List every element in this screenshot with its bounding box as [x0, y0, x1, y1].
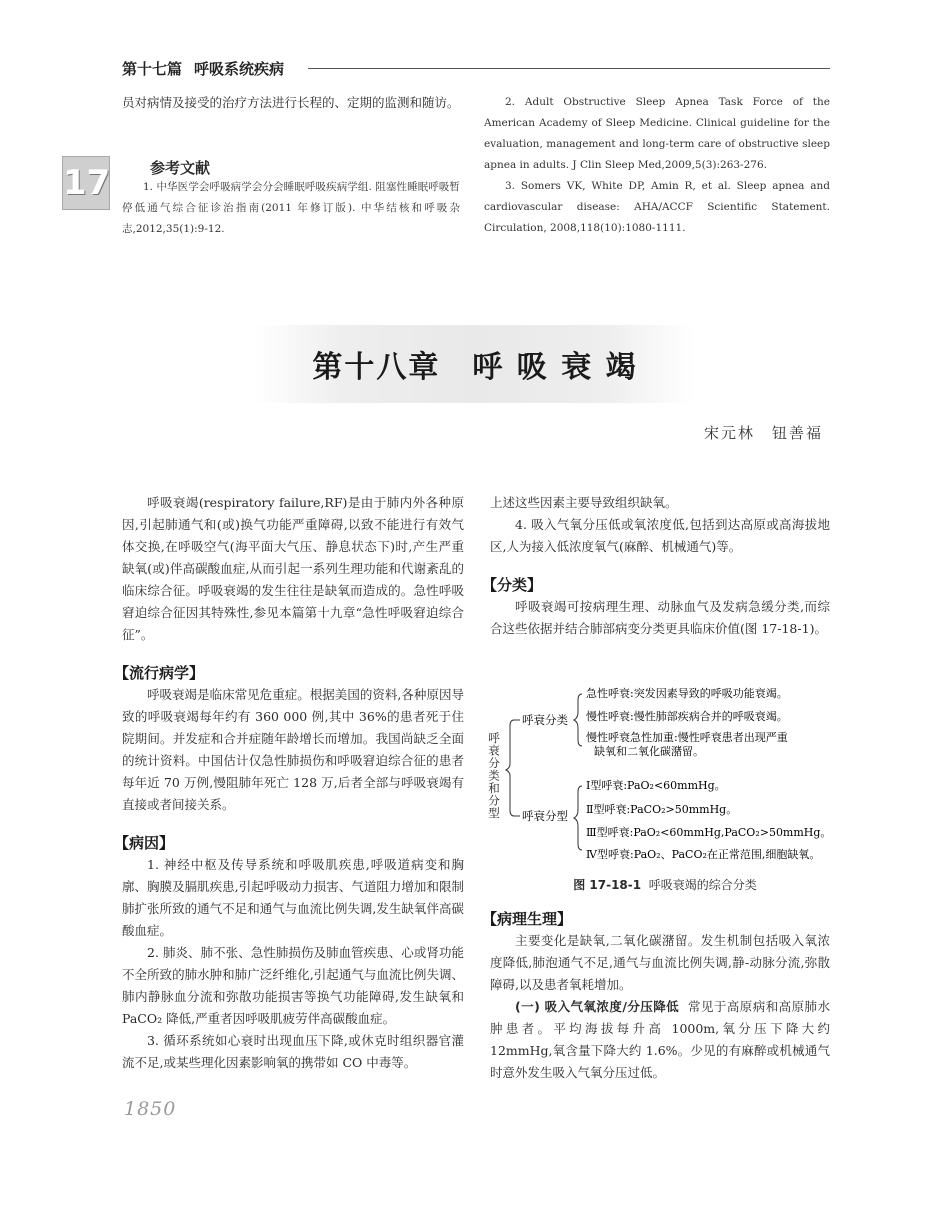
caption-text: 呼吸衰竭的综合分类 [648, 878, 757, 892]
running-header [122, 58, 284, 79]
etiology-item: 2. 肺炎、肺不张、急性肺损伤及肺血管疾患、心或肾功能不全所致的肺水肿和肺广泛纤维化,引起通气与血流比例失调、肺内静脉血分流和弥散功能损害等换气功能障碍,发生缺氧和 PaCO₂ 降低,严重者因呼吸肌疲劳伴高碳酸血症。 [122, 945, 464, 1026]
continued-text: 上述这些因素主要导致组织缺氧。 [490, 495, 678, 510]
figure-caption [500, 876, 830, 893]
header-part: 第十七篇 [122, 60, 183, 78]
references-heading: 参考文献 [150, 159, 211, 177]
diagram-branch-label: 呼衰分类 [522, 713, 568, 727]
classification-heading: 【分类】 [482, 576, 543, 594]
page-number: 1850 [124, 1098, 177, 1120]
subsection-text: 常见于高原病和高原肺水肿患者。平均海拔每升高 1000m,氧分压下降大约 12mmHg,氧含量下降大约 1.6%。少见的有麻醉或机械通气时意外发生吸入气氧分压过低。 [490, 999, 830, 1080]
subsection-title: (一) 吸入气氧浓度/分压降低 [515, 999, 680, 1014]
subsection-paragraph [490, 996, 830, 1084]
diagram-leaf: Ⅳ型呼衰:PaO₂、PaCO₂在正常范围,细胞缺氧。 [586, 848, 821, 861]
classification-paragraph: 呼吸衰竭可按病理生理、动脉血气及发病急缓分类,而综合这些依据并结合肺部病变分类更具临床价值(图 17-18-1)。 [490, 599, 830, 636]
chapter-title: 第十八章 呼 吸 衰 竭 [312, 350, 638, 385]
etiology-item: 1. 神经中枢及传导系统和呼吸肌疾患,呼吸道病变和胸廓、胸膜及膈肌疾患,引起呼吸动力损害、气道阻力增加和限制肺扩张所致的通气不足和通气与血流比例失调,发生缺氧伴高碳酸血症。 [122, 857, 464, 938]
left-column [114, 492, 464, 1074]
etiology-item: 4. 吸入气氧分压低或氧浓度低,包括到达高原或高海拔地区,人为接入低浓度氧气(麻醉、机械通气)等。 [490, 517, 830, 554]
diagram-leaf: Ⅰ型呼衰:PaO₂<60mmHg。 [586, 779, 726, 792]
epidemiology-heading: 【流行病学】 [114, 664, 205, 682]
diagram-leaf: 慢性呼衰急性加重:慢性呼衰患者出现严重 [586, 731, 788, 744]
reference-item: 2. Adult Obstructive Sleep Apnea Task Force of the American Academy of Sleep Medicine. Clinical guideline for the evaluation, management and long-term care of obstructive sleep apnea in adults. J Clin Sleep Med,2009,5(3):263-276. [484, 96, 830, 171]
diagram-branch-label: 呼衰分型 [522, 809, 568, 823]
diagram-root-label: 呼衰分类和分型 [487, 732, 501, 820]
classification-diagram [487, 682, 835, 872]
intro-paragraph: 呼吸衰竭(respiratory failure,RF)是由于肺内外各种原因,引起肺通气和(或)换气功能严重障碍,以致不能进行有效气体交换,在呼吸空气(海平面大气压、静息状态下)时,产生严重缺氧(或)伴高碳酸血症,从而引起一系列生理功能和代谢紊乱的临床综合征。呼吸衰竭的发生往往是缺氧而造成的。急性呼吸窘迫综合征因其特殊性,参见本篇第十九章“急性呼吸窘迫综合征”。 [122, 495, 464, 642]
diagram-leaf: Ⅲ型呼衰:PaO₂<60mmHg,PaCO₂>50mmHg。 [586, 826, 832, 839]
reference-item: 1. 中华医学会呼吸病学会分会睡眠呼吸疾病学组. 阻塞性睡眠呼吸暂停低通气综合征诊治指南(2011 年修订版). 中华结核和呼吸杂志,2012,35(1):9-12. [122, 181, 460, 235]
header-rule [308, 68, 830, 69]
chapter-tab-badge: 17 [62, 156, 110, 210]
header-title: 呼吸系统疾病 [194, 60, 285, 78]
etiology-heading: 【病因】 [114, 834, 175, 852]
right-column-lower [482, 908, 830, 1084]
diagram-leaf: 慢性呼衰:慢性肺部疾病合并的呼吸衰竭。 [586, 710, 788, 723]
reference-item: 3. Somers VK, White DP, Amin R, et al. Sleep apnea and cardiovascular disease: AHA/ACCF Scientific Statement. Circulation, 2008,118(10):1080-1111. [484, 180, 830, 234]
caption-number: 图 17-18-1 [573, 878, 642, 892]
chapter-authors: 宋元林 钮善福 [704, 424, 824, 442]
previous-text: 员对病情及接受的治疗方法进行长程的、定期的监测和随访。 [122, 95, 460, 110]
etiology-item: 3. 循环系统如心衰时出现血压下降,或休克时组织器官灌流不足,或某些理化因素影响氧的携带如 CO 中毒等。 [122, 1033, 464, 1070]
diagram-leaf: Ⅱ型呼衰:PaCO₂>50mmHg。 [586, 803, 738, 816]
pathophysiology-paragraph: 主要变化是缺氧,二氧化碳潴留。发生机制包括吸入氧浓度降低,肺泡通气不足,通气与血流比例失调,静-动脉分流,弥散障碍,以及患者氧耗增加。 [490, 933, 830, 992]
diagram-leaf: 急性呼衰:突发因素导致的呼吸功能衰竭。 [586, 687, 788, 700]
epidemiology-paragraph: 呼吸衰竭是临床常见危重症。根据美国的资料,各种原因导致的呼吸衰竭每年约有 360 000 例,其中 36%的患者死于住院期间。并发症和合并症随年龄增长而增加。我国尚缺乏全面的统计资料。中国估计仅急性肺损伤和呼吸窘迫综合征的患者每年近 70 万例,慢阻肺年死亡 128 万,后者全部与呼吸衰竭有直接或者间接关系。 [122, 687, 464, 812]
diagram-leaf: 缺氧和二氧化碳潴留。 [594, 745, 704, 758]
pathophysiology-heading: 【病理生理】 [482, 910, 573, 928]
reference-list-right [484, 92, 830, 239]
right-column [482, 492, 830, 640]
